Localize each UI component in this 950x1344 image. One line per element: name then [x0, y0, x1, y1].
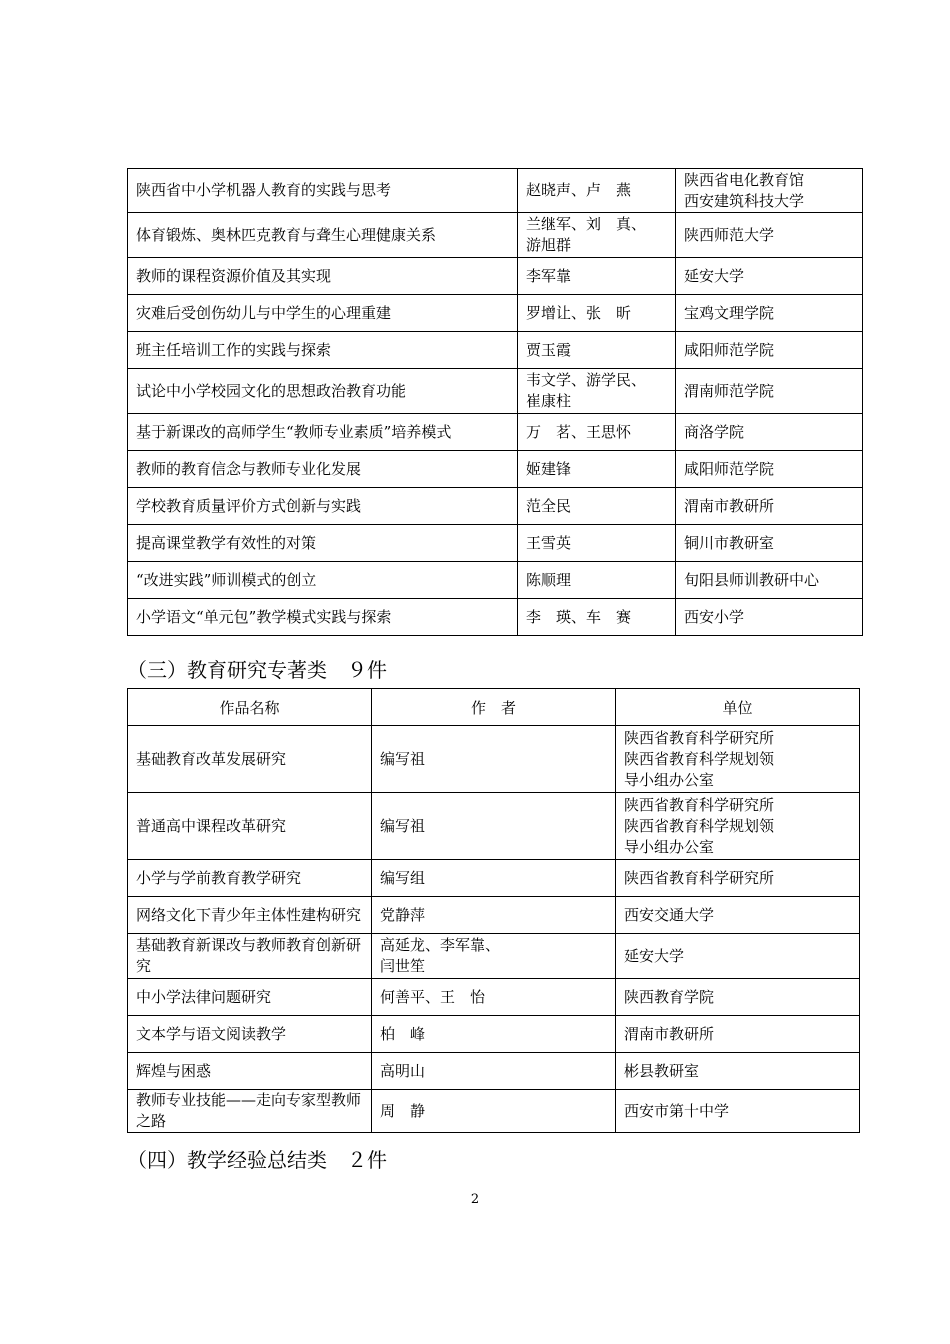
unit-cell: 陕西教育学院 — [616, 979, 860, 1016]
work-title-cell: 班主任培训工作的实践与探索 — [128, 332, 518, 369]
author-cell: 贾玉霞 — [518, 332, 676, 369]
table-row — [128, 1090, 860, 1133]
unit-cell: 渭南师范学院 — [676, 369, 863, 414]
author-cell: 周 静 — [372, 1090, 616, 1133]
author-cell: 姬建锋 — [518, 451, 676, 488]
table-row — [128, 169, 863, 213]
work-title-cell: 小学语文“单元包”教学模式实践与探索 — [128, 599, 518, 636]
table-row — [128, 793, 860, 860]
table-row — [128, 726, 860, 793]
awards-table-papers — [127, 168, 863, 636]
unit-cell: 咸阳师范学院 — [676, 332, 863, 369]
author-cell: 柏 峰 — [372, 1016, 616, 1053]
unit-cell: 宝鸡文理学院 — [676, 295, 863, 332]
author-cell: 编写祖 — [372, 726, 616, 793]
unit-cell: 延安大学 — [676, 258, 863, 295]
work-title-cell: 体育锻炼、奥林匹克教育与聋生心理健康关系 — [128, 213, 518, 258]
table-header-row — [128, 689, 860, 726]
unit-cell: 渭南市教研所 — [616, 1016, 860, 1053]
author-cell: 李军靠 — [518, 258, 676, 295]
table-row — [128, 897, 860, 934]
table-row — [128, 562, 863, 599]
column-header-author: 作 者 — [372, 689, 616, 726]
work-title-cell: 基础教育改革发展研究 — [128, 726, 372, 793]
unit-cell: 陕西师范大学 — [676, 213, 863, 258]
table-row — [128, 295, 863, 332]
work-title-cell: 普通高中课程改革研究 — [128, 793, 372, 860]
unit-cell: 延安大学 — [616, 934, 860, 979]
author-cell: 韦文学、游学民、 崔康柱 — [518, 369, 676, 414]
work-title-cell: 小学与学前教育教学研究 — [128, 860, 372, 897]
unit-cell: 陕西省教育科学研究所 — [616, 860, 860, 897]
table-row — [128, 979, 860, 1016]
author-cell: 兰继军、刘 真、 游旭群 — [518, 213, 676, 258]
unit-cell: 陕西省教育科学研究所 陕西省教育科学规划领 导小组办公室 — [616, 793, 860, 860]
work-title-cell: 试论中小学校园文化的思想政治教育功能 — [128, 369, 518, 414]
author-cell: 编写祖 — [372, 793, 616, 860]
table-row — [128, 332, 863, 369]
table-row — [128, 488, 863, 525]
work-title-cell: 陕西省中小学机器人教育的实践与思考 — [128, 169, 518, 213]
author-cell: 王雪英 — [518, 525, 676, 562]
column-header-unit: 单位 — [616, 689, 860, 726]
work-title-cell: 教师的课程资源价值及其实现 — [128, 258, 518, 295]
table-row — [128, 525, 863, 562]
work-title-cell: “改进实践”师训模式的创立 — [128, 562, 518, 599]
unit-cell: 旬阳县师训教研中心 — [676, 562, 863, 599]
table-row — [128, 934, 860, 979]
work-title-cell: 基于新课改的高师学生“教师专业素质”培养模式 — [128, 414, 518, 451]
table-row — [128, 860, 860, 897]
work-title-cell: 辉煌与困惑 — [128, 1053, 372, 1090]
author-cell: 陈顺理 — [518, 562, 676, 599]
author-cell: 罗增让、张 昕 — [518, 295, 676, 332]
work-title-cell: 文本学与语文阅读教学 — [128, 1016, 372, 1053]
unit-cell: 陕西省教育科学研究所 陕西省教育科学规划领 导小组办公室 — [616, 726, 860, 793]
work-title-cell: 学校教育质量评价方式创新与实践 — [128, 488, 518, 525]
author-cell: 编写组 — [372, 860, 616, 897]
work-title-cell: 中小学法律问题研究 — [128, 979, 372, 1016]
work-title-cell: 教师的教育信念与教师专业化发展 — [128, 451, 518, 488]
table-row — [128, 1016, 860, 1053]
work-title-cell: 灾难后受创伤幼儿与中学生的心理重建 — [128, 295, 518, 332]
author-cell: 万 茗、王思怀 — [518, 414, 676, 451]
unit-cell: 彬县教研室 — [616, 1053, 860, 1090]
author-cell: 何善平、王 怡 — [372, 979, 616, 1016]
table-row — [128, 1053, 860, 1090]
unit-cell: 商洛学院 — [676, 414, 863, 451]
unit-cell: 西安交通大学 — [616, 897, 860, 934]
author-cell: 党静萍 — [372, 897, 616, 934]
table-row — [128, 599, 863, 636]
work-title-cell: 基础教育新课改与教师教育创新研究 — [128, 934, 372, 979]
author-cell: 李 瑛、车 赛 — [518, 599, 676, 636]
work-title-cell: 教师专业技能——走向专家型教师之路 — [128, 1090, 372, 1133]
table-row — [128, 369, 863, 414]
unit-cell: 西安小学 — [676, 599, 863, 636]
work-title-cell: 提高课堂教学有效性的对策 — [128, 525, 518, 562]
awards-table-monographs — [127, 688, 860, 1133]
author-cell: 赵晓声、卢 燕 — [518, 169, 676, 213]
table-row — [128, 258, 863, 295]
unit-cell: 咸阳师范学院 — [676, 451, 863, 488]
table-row — [128, 414, 863, 451]
author-cell: 范全民 — [518, 488, 676, 525]
unit-cell: 陕西省电化教育馆 西安建筑科技大学 — [676, 169, 863, 213]
column-header-title: 作品名称 — [128, 689, 372, 726]
author-cell: 高延龙、李军靠、 闫世笙 — [372, 934, 616, 979]
section-heading-teaching-experience: （四）教学经验总结类 ２件 — [127, 1148, 387, 1172]
unit-cell: 铜川市教研室 — [676, 525, 863, 562]
unit-cell: 西安市第十中学 — [616, 1090, 860, 1133]
page-number: 2 — [470, 1192, 480, 1207]
section-heading-monographs: （三）教育研究专著类 ９件 — [127, 658, 387, 682]
table-row — [128, 451, 863, 488]
unit-cell: 渭南市教研所 — [676, 488, 863, 525]
work-title-cell: 网络文化下青少年主体性建构研究 — [128, 897, 372, 934]
table-row — [128, 213, 863, 258]
author-cell: 高明山 — [372, 1053, 616, 1090]
